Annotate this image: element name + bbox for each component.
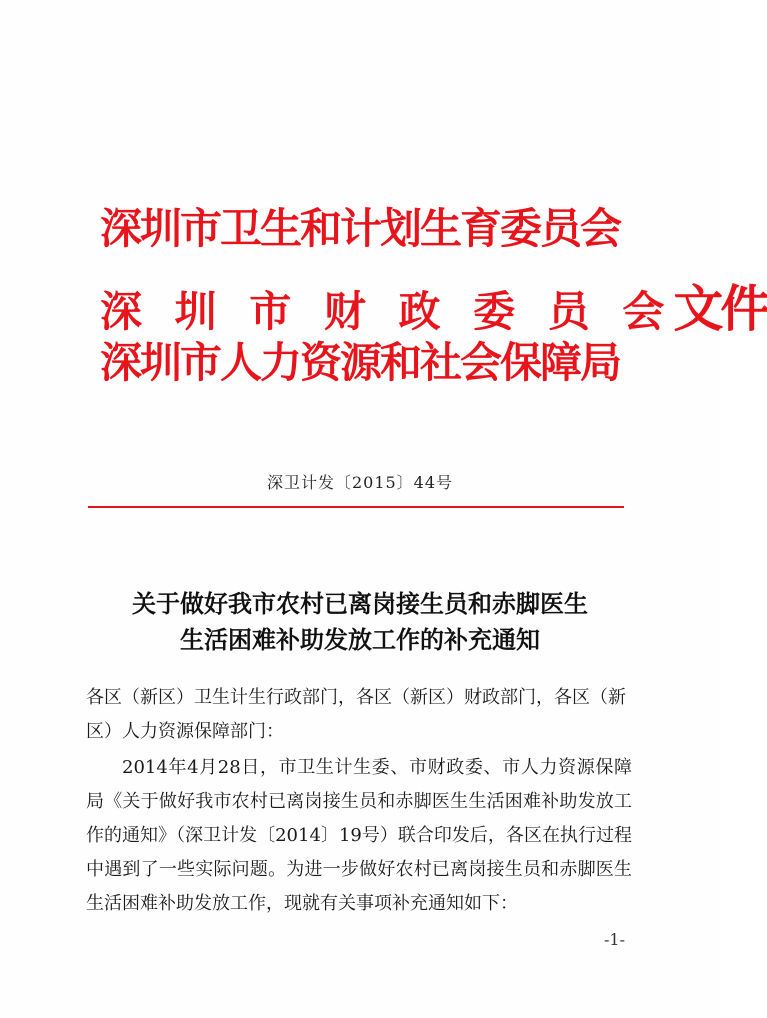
body-paragraph: 2014年4月28日，市卫生计生委、市财政委、市人力资源保障局《关于做好我市农村已离岗接生员和赤脚医生生活困难补助发放工作的通知》（深卫计发〔2014〕19号）联合印发后，各区在执行过程中遇到了一些实际问题。为进一步做好农村已离岗接生员和赤脚医生生活困难补助发放工作，现就有关事项补充通知如下： (86, 757, 632, 914)
red-divider-line (88, 506, 624, 508)
document-number: 深卫计发〔2015〕44号 (266, 473, 454, 492)
issuer-finance-commission (100, 279, 767, 338)
notice-title-line-2: 生活困难补助发放工作的补充通知 (180, 625, 540, 654)
document-label: 文件 (673, 279, 767, 338)
recipients: 各区（新区）卫生计生行政部门，各区（新区）财政部门，各区（新区）人力资源保障部门： (86, 687, 626, 742)
issuer-hr-bureau: 深圳市人力资源和社会保障局 (100, 338, 621, 387)
issuer-health-commission: 深圳市卫生和计划生育委员会 (100, 204, 621, 253)
notice-title-line-1: 关于做好我市农村已离岗接生员和赤脚医生 (132, 589, 588, 618)
issuer-finance-name: 深 圳 市 财 政 委 员 会 (100, 287, 674, 336)
page-number: -1- (604, 930, 625, 949)
